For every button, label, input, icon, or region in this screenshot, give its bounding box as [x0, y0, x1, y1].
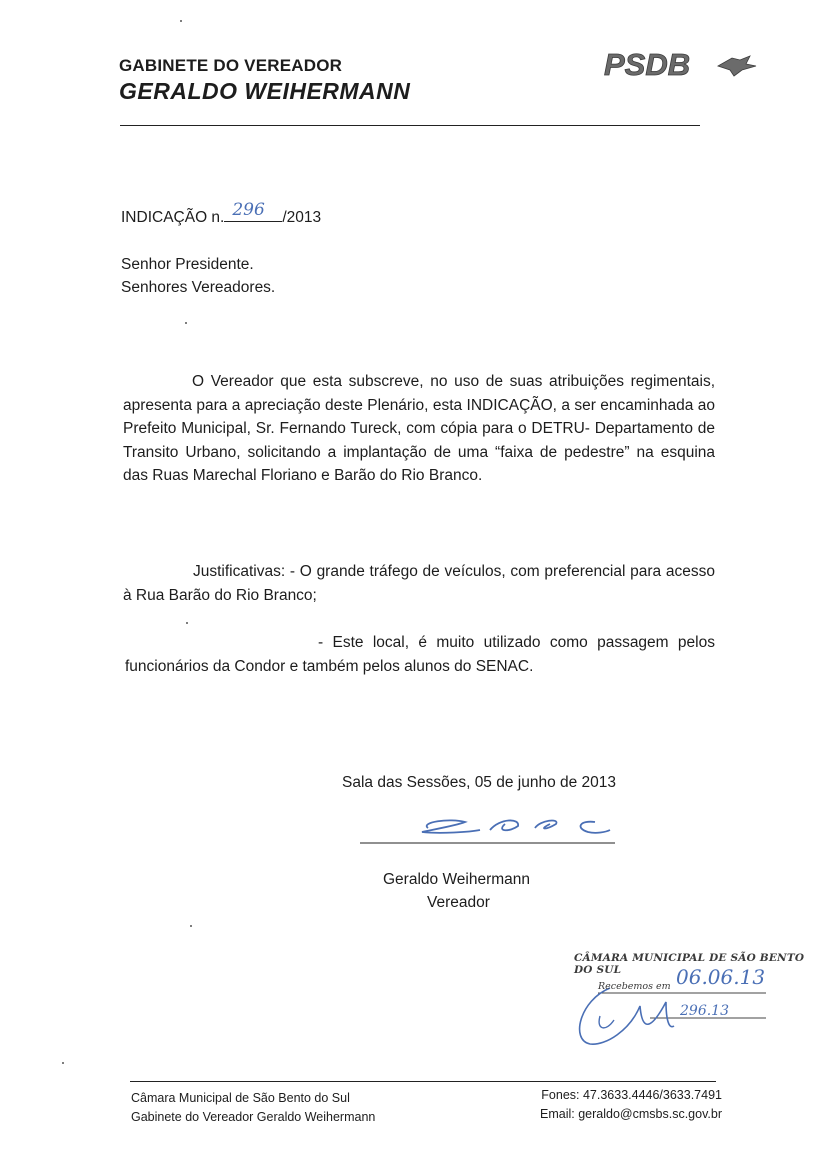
indicacao-number-blank	[224, 200, 282, 222]
footer-chamber: Câmara Municipal de São Bento do Sul	[131, 1091, 350, 1105]
footer-email: Email: geraldo@cmsbs.sc.gov.br	[540, 1107, 722, 1121]
psdb-logo-text: PSDB	[604, 47, 691, 82]
salutation-president: Senhor Presidente.	[121, 256, 254, 273]
stamp-received-date: 06.06.13	[676, 965, 766, 989]
signature	[360, 812, 615, 846]
body-paragraph: O Vereador que esta subscreve, no uso de suas atribuições regimentais, apresenta para a apreciação deste Plenário, esta INDICAÇÃO, a ser encaminhada ao Prefeito Municipal, Sr. Fernando Tureck, com cópia para o DETRU- Departamento de Transito Urbano, solicitando a implantação de uma “faixa de pedestre” na esquina das Ruas Marechal Floriano e Barão do Rio Branco.	[123, 373, 715, 484]
footer-office: Gabinete do Vereador Geraldo Weihermann	[131, 1110, 376, 1124]
place-date: Sala das Sessões, 05 de junho de 2013	[342, 774, 617, 791]
scan-speck	[186, 622, 188, 624]
header-office: GABINETE DO VEREADOR	[119, 56, 343, 75]
header-divider	[120, 125, 700, 126]
indicacao-year: /2013	[282, 209, 322, 226]
scan-speck	[185, 322, 187, 324]
toucan-icon	[718, 56, 756, 76]
scan-speck	[190, 925, 192, 927]
justification-2: - Este local, é muito utilizado como passagem pelos funcionários da Condor e também pelos alunos do SENAC.	[125, 634, 715, 675]
footer-divider	[130, 1081, 716, 1082]
salutation-councilors: Senhores Vereadores.	[121, 279, 276, 296]
indicacao-prefix: INDICAÇÃO n.	[121, 209, 225, 226]
psdb-logo	[600, 44, 760, 84]
footer-contact	[516, 1086, 722, 1124]
scan-speck	[62, 1062, 64, 1064]
justification-1: Justificativas: - O grande tráfego de veículos, com preferencial para acesso à Rua Barão do Rio Branco;	[123, 563, 715, 604]
stamp-institution: CÂMARA MUNICIPAL DE SÃO BENTO DO SUL	[574, 952, 805, 976]
indicacao-number: 296	[232, 200, 265, 220]
header-councilor-name: GERALDO WEIHERMANN	[119, 78, 411, 104]
signer-title: Vereador	[427, 894, 490, 911]
scan-speck	[180, 20, 182, 22]
stamp-received-label: Recebemos em	[598, 981, 671, 992]
footer-phones: Fones: 47.3633.4446/3633.7491	[541, 1088, 722, 1102]
footer-address	[131, 1089, 375, 1127]
indicacao-line	[121, 200, 322, 227]
stamp-protocol-number: 296.13	[680, 1003, 729, 1019]
signer-name: Geraldo Weihermann	[383, 871, 531, 888]
